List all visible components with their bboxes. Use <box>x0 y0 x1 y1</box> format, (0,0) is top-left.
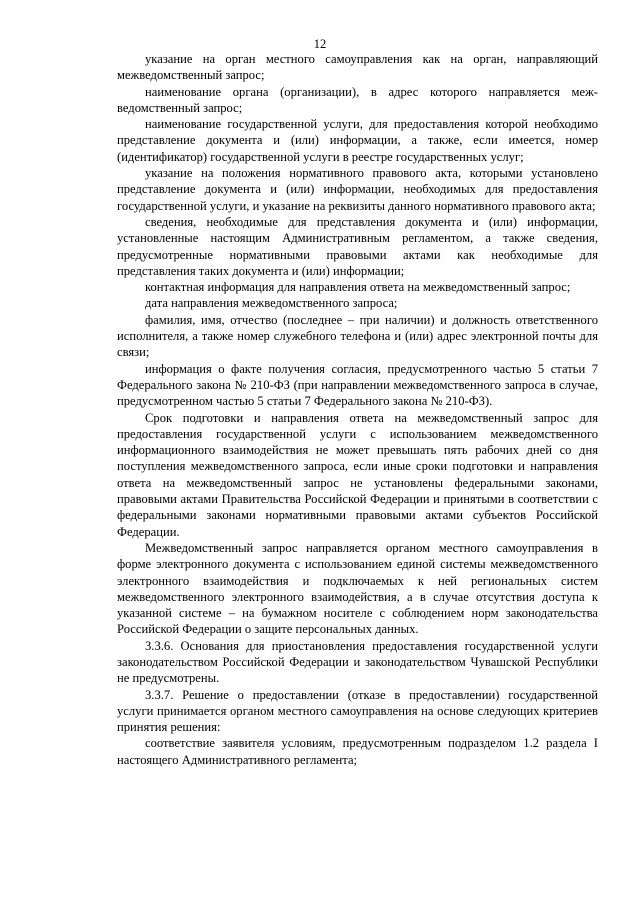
paragraph: 3.3.6. Основания для приостановления предоставления государственной услуги законодательством Российской Федерации и законодательством Чувашской Республики не предусмотрены. <box>117 638 598 686</box>
paragraph: контактная информация для направления ответа на межведомственный запрос; <box>145 280 571 295</box>
paragraph: указание на орган местного самоуправления как на орган, направляющий межведомственный запрос; <box>117 52 598 83</box>
page-number: 12 <box>313 37 327 51</box>
paragraph: Межведомственный запрос направляется органом местного самоуправления в форме электронного документа с использованием единой системы межведомственного электронного взаимодействия и подключаемых к ней региональных систем межведомственного электронного взаимодействия, а в случае отсутствия доступа к указанной системе – на бумажном носителе с соблюдением норм законодательства Российской Федерации о защите персональных данных. <box>117 540 598 637</box>
paragraph: дата направления межведомственного запроса; <box>145 296 398 311</box>
paragraph: сведения, необходимые для представления документа и (или) информации, установленные настоящим Административным регламентом, а также сведения, предусмотренные нормативными правовыми актами как необходимые для представления таких документа и (или) информации; <box>117 214 598 278</box>
paragraph: наименование государственной услуги, для предоставления которой необходимо представление документа и (или) информации, а также, если имеется, номер (идентификатор) государственной услуги в реестре государственных услуг; <box>117 117 598 164</box>
paragraph: фамилия, имя, отчество (последнее – при наличии) и должность ответственного исполнителя, а также номер служебного телефона и (или) адрес электронной почты для связи; <box>117 312 598 360</box>
page-body <box>117 51 598 768</box>
paragraph: Срок подготовки и направления ответа на межведомственный запрос для предоставления государственной услуги с использованием межведомственного информационного взаимодействия не может превышать пять рабочих дней со дня поступления межведомственного запроса, если иные сроки подготовки и направления ответа на межведомственный запрос не установлены федеральными законами, правовыми актами Правительства Российской Федерации и принятыми в соответствии с федеральными законами нормативными правовыми актами субъектов Российской Федерации. <box>117 410 598 539</box>
paragraph: информация о факте получения согласия, предусмотренного частью 5 статьи 7 Федерального закона № 210-ФЗ (при направлении межведомственного запроса в случае, предусмотренном частью 5 статьи 7 Федерального закона № 210-ФЗ). <box>117 361 598 409</box>
paragraph: 3.3.7. Решение о предоставлении (отказе в предоставлении) государственной услуги принимается органом местного самоуправления на основе следующих критериев принятия решения: <box>117 687 598 735</box>
paragraph: соответствие заявителя условиям, предусмотренным подразделом 1.2 раздела I настоящего Административного регламента; <box>117 736 598 767</box>
paragraph: указание на положения нормативного правового акта, которыми установлено представление документа и (или) информации, необходимых для предоставления государственной услуги, и указание на реквизиты данного нормативного правового акта; <box>117 166 598 213</box>
paragraph: наименование органа (организации), в адрес которого направляется межведомственный запрос; <box>117 84 598 115</box>
